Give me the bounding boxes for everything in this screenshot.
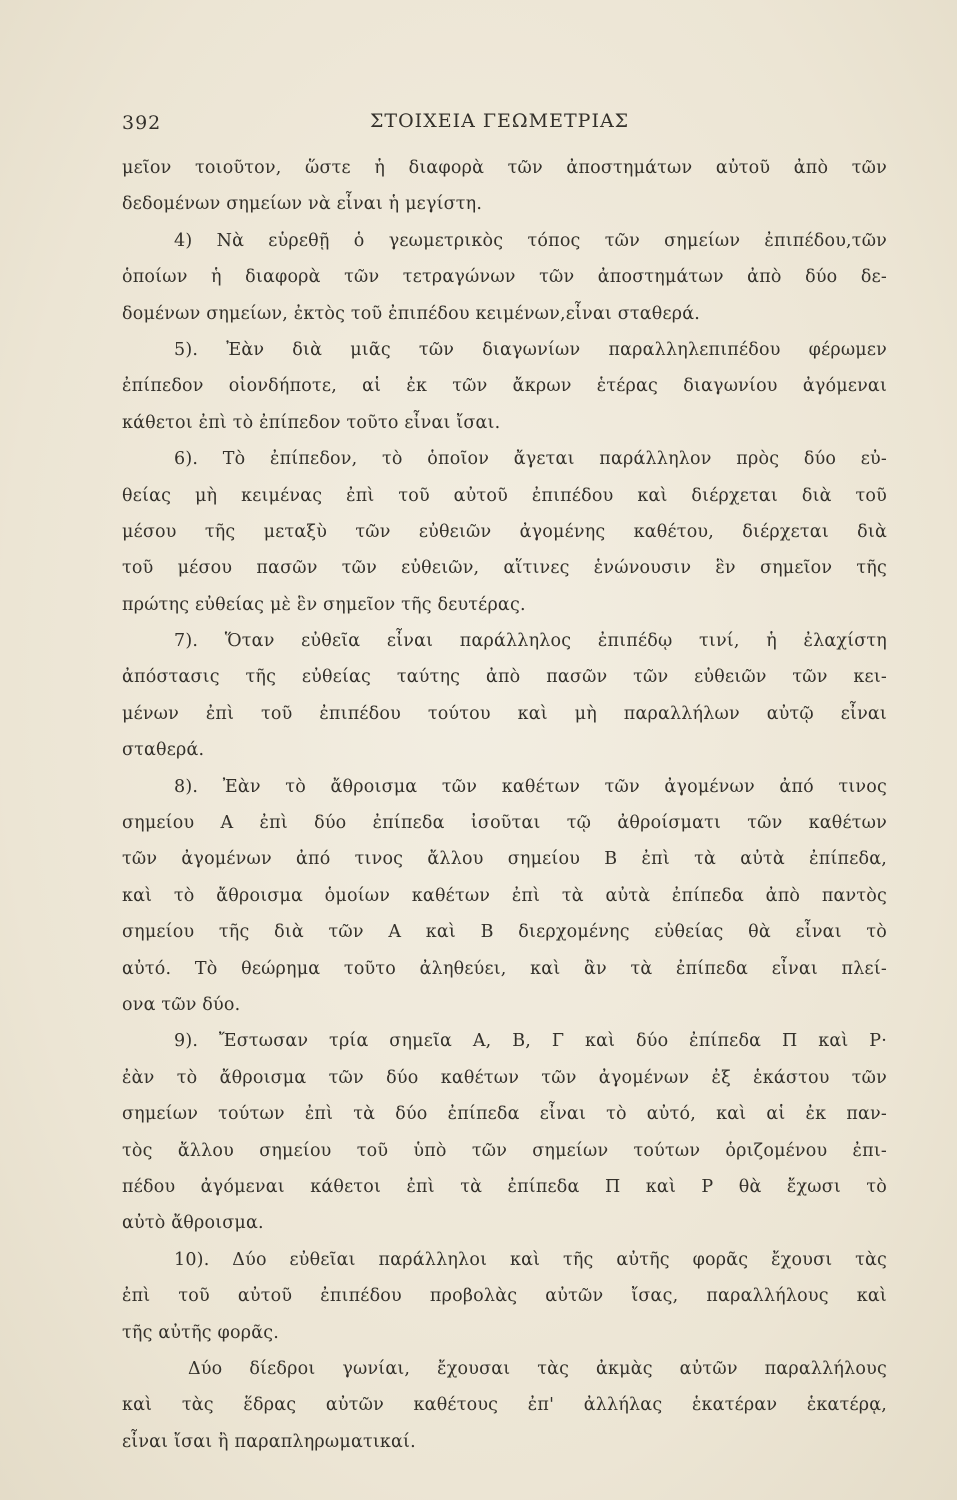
text-line: ονα τῶν δύο. <box>122 994 241 1015</box>
text-line: ἐπίπεδον οἱονδήποτε, αἱ ἐκ τῶν ἄκρων ἑτέρας διαγωνίου ἀγόμεναι <box>122 376 887 397</box>
text-line: εἶναι ἴσαι ἢ παραπληρωματικαί. <box>122 1431 416 1452</box>
text-line: δεδομένων σημείων νὰ εἶναι ἡ μεγίστη. <box>122 194 483 215</box>
text-line: σημείου Α ἐπὶ δύο ἐπίπεδα ἰσοῦται τῷ ἀθροίσματι τῶν καθέτων <box>122 813 887 834</box>
text-line: 9). Ἔστωσαν τρία σημεῖα Α, Β, Γ καὶ δύο ἐπίπεδα Π καὶ Ρ· <box>174 1031 887 1052</box>
text-line: καὶ τὰς ἕδρας αὐτῶν καθέτους ἐπ' ἀλλήλας ἑκατέραν ἑκατέρᾳ, <box>122 1395 887 1416</box>
text-line: σημείου τῆς διὰ τῶν Α καὶ Β διερχομένης εὐθείας θὰ εἶναι τὸ <box>122 922 887 943</box>
text-line: 7). Ὅταν εὐθεῖα εἶναι παράλληλος ἐπιπέδῳ τινί, ἡ ἐλαχίστη <box>174 631 887 652</box>
text-line: ἐὰν τὸ ἄθροισμα τῶν δύο καθέτων τῶν ἀγομένων ἐξ ἑκάστου τῶν <box>122 1067 887 1088</box>
text-line: τῆς αὐτῆς φορᾶς. <box>122 1322 279 1343</box>
text-line: δομένων σημείων, ἐκτὸς τοῦ ἐπιπέδου κειμένων,εἶναι σταθερά. <box>122 303 701 324</box>
text-line: 4) Νὰ εὑρεθῇ ὁ γεωμετρικὸς τόπος τῶν σημείων ἐπιπέδου,τῶν <box>174 230 887 251</box>
text-line: σταθερά. <box>122 740 205 761</box>
text-line: 10). Δύο εὐθεῖαι παράλληλοι καὶ τῆς αὐτῆς φορᾶς ἔχουσι τὰς <box>174 1249 887 1270</box>
text-line: θείας μὴ κειμένας ἐπὶ τοῦ αὐτοῦ ἐπιπέδου καὶ διέρχεται διὰ τοῦ <box>122 485 887 506</box>
text-line: τῶν ἀγομένων ἀπό τινος ἄλλου σημείου Β ἐπὶ τὰ αὐτὰ ἐπίπεδα, <box>122 849 887 870</box>
text-line: 5). Ἐὰν διὰ μιᾶς τῶν διαγωνίων παραλληλεπιπέδου φέρωμεν <box>174 339 887 360</box>
text-line: αὐτό. Τὸ θεώρημα τοῦτο ἀληθεύει, καὶ ἂν τὰ ἐπίπεδα εἶναι πλεί- <box>122 958 887 979</box>
running-title: ΣΤΟΙΧΕΙΑ ΓΕΩΜΕΤΡΙΑΣ <box>370 110 630 132</box>
text-line: 6). Τὸ ἐπίπεδον, τὸ ὁποῖον ἄγεται παράλληλον πρὸς δύο εὐ- <box>174 449 887 470</box>
body-text <box>122 150 887 1460</box>
text-line: μέσου τῆς μεταξὺ τῶν εὐθειῶν ἀγομένης καθέτου, διέρχεται διὰ <box>122 521 887 542</box>
page-number: 392 <box>122 112 162 134</box>
text-line: μένων ἐπὶ τοῦ ἐπιπέδου τούτου καὶ μὴ παραλλήλων αὐτῷ εἶναι <box>122 703 887 724</box>
text-line: ἀπόστασις τῆς εὐθείας ταύτης ἀπὸ πασῶν τῶν εὐθειῶν τῶν κει- <box>122 667 887 688</box>
text-line: τοῦ μέσου πασῶν τῶν εὐθειῶν, αἵτινες ἑνώνουσιν ἓν σημεῖον τῆς <box>122 558 887 579</box>
page-header <box>0 98 957 138</box>
text-line: μεῖον τοιοῦτον, ὥστε ἡ διαφορὰ τῶν ἀποστημάτων αὐτοῦ ἀπὸ τῶν <box>122 158 887 178</box>
text-line: σημείων τούτων ἐπὶ τὰ δύο ἐπίπεδα εἶναι τὸ αὐτό, καὶ αἱ ἐκ παν- <box>122 1104 887 1125</box>
text-line: πρώτης εὐθείας μὲ ἓν σημεῖον τῆς δευτέρας. <box>122 594 526 615</box>
text-line: 8). Ἐὰν τὸ ἄθροισμα τῶν καθέτων τῶν ἀγομένων ἀπό τινος <box>174 776 887 797</box>
text-line: πέδου ἀγόμεναι κάθετοι ἐπὶ τὰ ἐπίπεδα Π καὶ Ρ θὰ ἔχωσι τὸ <box>122 1176 887 1197</box>
text-line: ἐπὶ τοῦ αὐτοῦ ἐπιπέδου προβολὰς αὐτῶν ἴσας, παραλλήλους καὶ <box>122 1286 887 1307</box>
text-line: καὶ τὸ ἄθροισμα ὁμοίων καθέτων ἐπὶ τὰ αὐτὰ ἐπίπεδα ἀπὸ παντὸς <box>122 885 887 906</box>
text-line: κάθετοι ἐπὶ τὸ ἐπίπεδον τοῦτο εἶναι ἴσαι. <box>122 412 501 433</box>
text-line: ὁποίων ἡ διαφορὰ τῶν τετραγώνων τῶν ἀποστημάτων ἀπὸ δύο δε- <box>122 267 887 288</box>
text-line: Δύο δίεδροι γωνίαι, ἔχουσαι τὰς ἀκμὰς αὐτῶν παραλλήλους <box>188 1358 887 1379</box>
text-line: τὸς ἄλλου σημείου τοῦ ὑπὸ τῶν σημείων τούτων ὁριζομένου ἐπι- <box>122 1140 887 1161</box>
text-line: αὐτὸ ἄθροισμα. <box>122 1213 264 1234</box>
